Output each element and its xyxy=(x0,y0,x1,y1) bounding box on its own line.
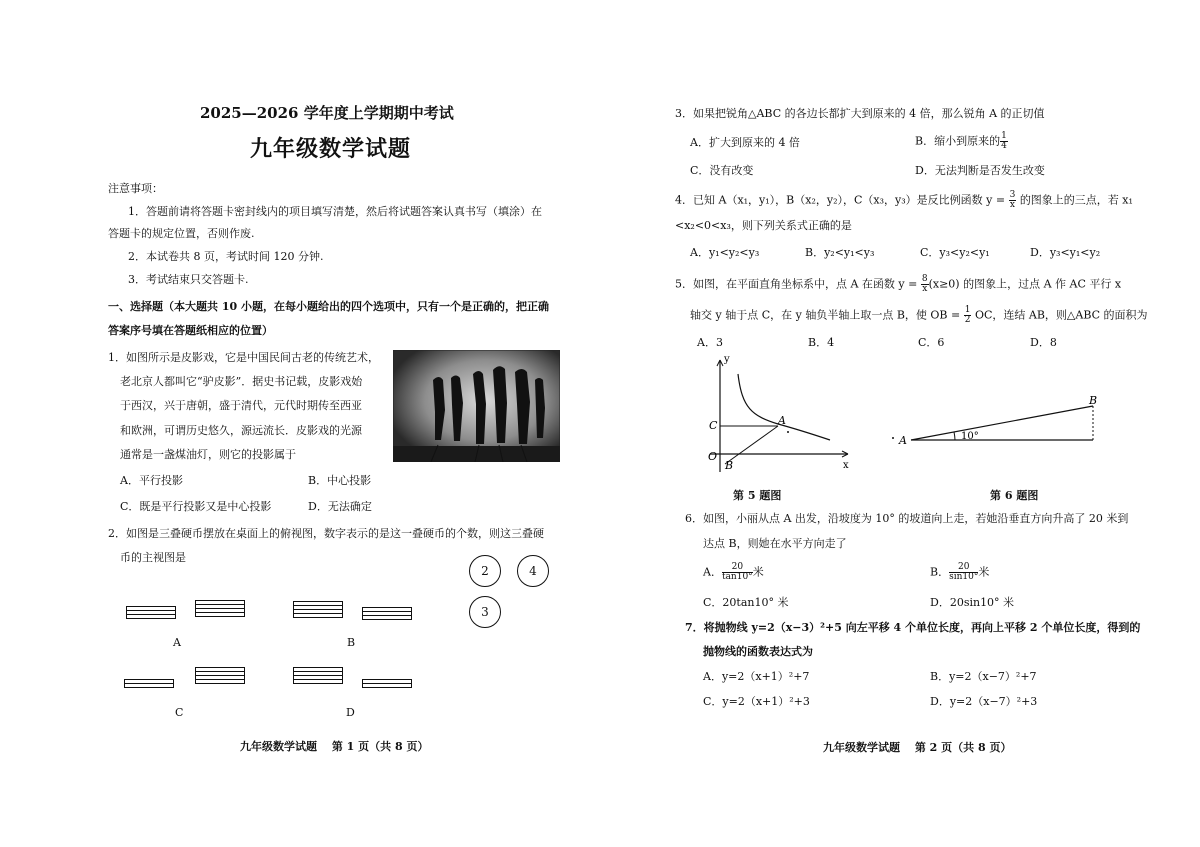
shadow-puppet-photo xyxy=(393,350,560,462)
q1-option-b: B．中心投影 xyxy=(308,474,372,487)
q7-line-1: 7．将抛物线 y=2（x−3）²+5 向左平移 4 个单位长度，再向上平移 2 个单位长度，得到的 xyxy=(685,621,1141,634)
q2-label-b: B xyxy=(347,636,356,649)
q5-line-1: 5．如图，在平面直角坐标系中，点 A 在函数 y = $\frac{8}{x}$ (x≥0) 的图象上，过点 A 作 AC 平行 x xyxy=(675,274,1122,294)
option-b-left-stack xyxy=(293,601,343,618)
q2-label-c: C xyxy=(175,706,184,719)
option-d-left-stack xyxy=(293,667,343,684)
q7-option-b: B．y=2（x−7）²+7 xyxy=(930,670,1037,683)
option-b-right-stack xyxy=(362,607,412,620)
q6-option-b: B． $\frac{20}{\sin 10^\circ}$ 米 xyxy=(930,562,990,582)
q1-option-a: A．平行投影 xyxy=(120,474,183,487)
fig6-label-a: A xyxy=(899,434,907,447)
exam-subject-title: 九年级数学试题 xyxy=(250,136,412,162)
fig-5-caption: 第 5 题图 xyxy=(733,489,782,502)
q6-line-2: 达点 B，则她在水平方向走了 xyxy=(703,537,847,550)
fig6-angle-label: 10° xyxy=(961,431,979,442)
notice-1-line-2: 答题卡的规定位置，否则作废. xyxy=(108,227,255,240)
q1-line-2: 老北京人都叫它“驴皮影”．据史书记载，皮影戏始 xyxy=(120,375,363,388)
q6-line-1: 6．如图，小丽从点 A 出发，沿坡度为 10° 的坡道向上走，若她沿垂直方向升高了 20 米到 xyxy=(685,512,1129,525)
section-1-heading-line-1: 一、选择题（本大题共 10 小题，在每小题给出的四个选项中，只有一个是正确的，把正确 xyxy=(108,300,549,313)
q5-option-c: C．6 xyxy=(918,336,945,349)
coin-stack-top-view: 2 xyxy=(469,555,501,587)
q5-option-d: D．8 xyxy=(1030,336,1057,349)
option-d-right-stack xyxy=(362,679,412,688)
q5-figure xyxy=(700,352,860,482)
option-a-right-stack xyxy=(195,600,245,617)
slope-line xyxy=(911,406,1093,440)
fig6-label-b: B xyxy=(1089,394,1098,407)
q7-option-d: D．y=2（x−7）²+3 xyxy=(930,695,1038,708)
q6-figure xyxy=(885,392,1105,448)
q5-line-2: 轴交 y 轴于点 C，在 y 轴负半轴上取一点 B，使 OB = $\frac{1}{2}$ OC，连结 AB，则△ABC 的面积为 xyxy=(690,305,1148,325)
q1-line-5: 通常是一盏煤油灯，则它的投影属于 xyxy=(120,448,296,461)
notice-3: 3．考试结束只交答题卡. xyxy=(128,273,249,286)
option-a-left-stack xyxy=(126,606,176,619)
q5-option-a: A．3 xyxy=(697,336,723,349)
q2-label-d: D xyxy=(346,706,355,719)
fig5-label-y: y xyxy=(724,354,730,365)
q1-line-4: 和欧洲，可谓历史悠久，源远流长．皮影戏的光源 xyxy=(120,424,362,437)
q1-option-c: C．既是平行投影又是中心投影 xyxy=(120,500,272,513)
q2-line-2: 币的主视图是 xyxy=(120,551,186,564)
q4-option-b: B．y₂<y₁<y₃ xyxy=(805,246,875,259)
coin-stack-top-view: 4 xyxy=(517,555,549,587)
q2-label-a: A xyxy=(173,636,181,649)
q7-line-2: 抛物线的函数表达式为 xyxy=(703,645,813,658)
q4-line-1: 4．已知 A（x₁，y₁），B（x₂，y₂），C（x₃，y₃）是反比例函数 y = $\frac{3}{x}$ 的图象上的三点，若 x₁ xyxy=(675,190,1133,210)
q1-option-d: D．无法确定 xyxy=(308,500,372,513)
fig5-label-b: B xyxy=(725,459,734,472)
q6-option-c: C．20tan10° 米 xyxy=(703,596,789,609)
q5-option-b: B．4 xyxy=(808,336,835,349)
option-c-left-stack xyxy=(124,679,174,688)
section-1-heading-line-2: 答案序号填在答题纸相应的位置） xyxy=(108,324,273,337)
q3-stem: 3．如果把锐角△ABC 的各边长都扩大到原来的 4 倍，那么锐角 A 的正切值 xyxy=(675,107,1045,120)
q2-line-1: 2．如图是三叠硬币摆放在桌面上的俯视图，数字表示的是这一叠硬币的个数，则这三叠硬 xyxy=(108,527,544,540)
q3-option-a: A．扩大到原来的 4 倍 xyxy=(690,136,800,149)
q7-option-c: C．y=2（x+1）²+3 xyxy=(703,695,810,708)
notice-1-line-1: 1．答题前请将答题卡密封线内的项目填写清楚，然后将试题答案认真书写（填涂）在 xyxy=(128,205,542,218)
q1-line-1: 1．如图所示是皮影戏，它是中国民间古老的传统艺术， xyxy=(108,351,379,364)
notice-heading: 注意事项： xyxy=(108,182,163,195)
q3-option-b: B．缩小到原来的 $\frac{1}{4}$ xyxy=(915,131,1007,151)
fig-6-caption: 第 6 题图 xyxy=(990,489,1039,502)
q4-option-d: D．y₃<y₁<y₂ xyxy=(1030,246,1101,259)
page-2-footer: 九年级数学试题 第 2 页（共 8 页） xyxy=(823,741,1012,754)
q4-line-2: <x₂<0<x₃，则下列关系式正确的是 xyxy=(675,219,852,232)
option-c-right-stack xyxy=(195,667,245,684)
fig5-label-x: x xyxy=(843,460,849,471)
q7-option-a: A．y=2（x+1）²+7 xyxy=(703,670,810,683)
hyperbola-curve xyxy=(738,374,830,440)
q6-option-d: D．20sin10° 米 xyxy=(930,596,1015,609)
q6-option-a: A． $\frac{20}{\tan 10^\circ}$ 米 xyxy=(703,562,764,582)
q4-option-c: C．y₃<y₂<y₁ xyxy=(920,246,990,259)
notice-2: 2．本试卷共 8 页，考试时间 120 分钟. xyxy=(128,250,324,263)
q3-option-d: D．无法判断是否发生改变 xyxy=(915,164,1045,177)
q3-option-c: C．没有改变 xyxy=(690,164,754,177)
fig5-label-c: C xyxy=(709,419,718,432)
q4-option-a: A．y₁<y₂<y₃ xyxy=(690,246,760,259)
page-1-footer: 九年级数学试题 第 1 页（共 8 页） xyxy=(240,740,429,753)
coin-stack-top-view: 3 xyxy=(469,596,501,628)
exam-title: 2025—2026 学年度上学期期中考试 xyxy=(200,104,454,122)
q1-line-3: 于西汉，兴于唐朝，盛于清代，元代时期传至西亚 xyxy=(120,399,362,412)
fig5-label-o: O xyxy=(708,450,718,463)
fig5-label-a: A xyxy=(778,414,786,427)
